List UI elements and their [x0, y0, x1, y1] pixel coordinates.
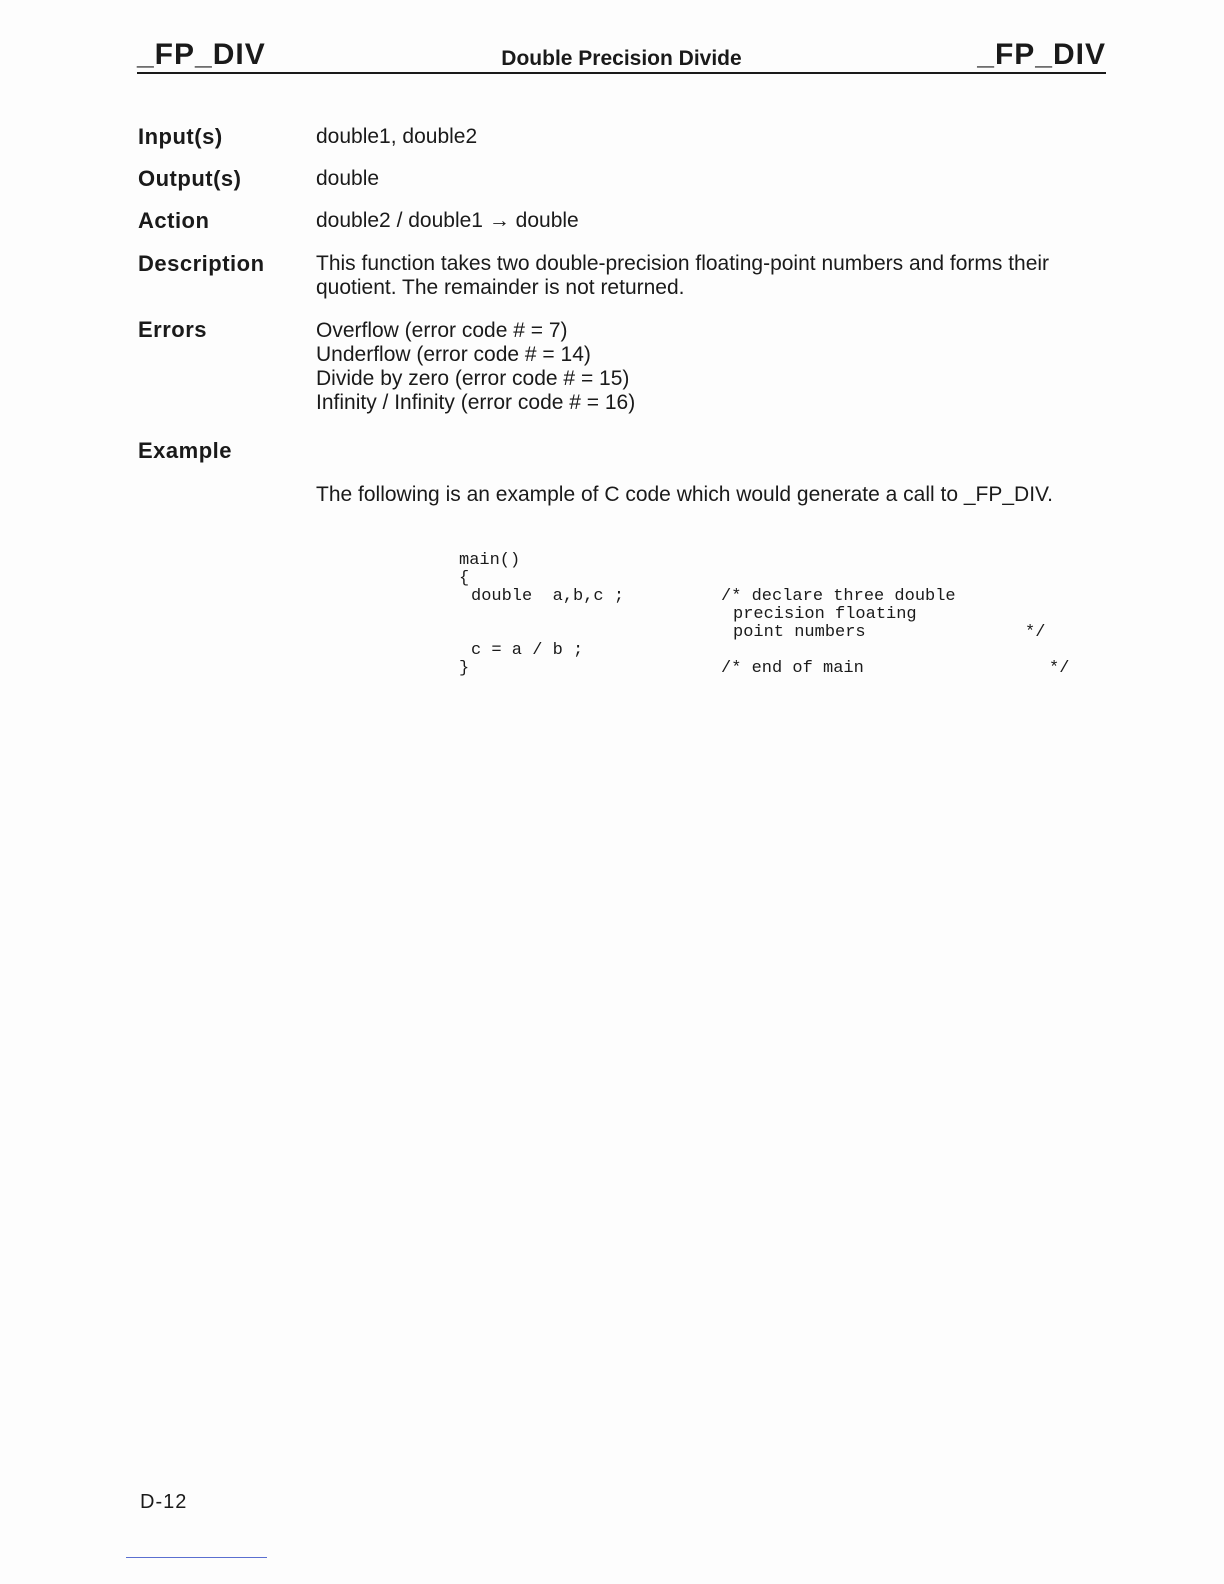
error-item: Infinity / Infinity (error code # = 16) [316, 391, 636, 414]
page-header [137, 38, 1106, 74]
code-close-brace: } [459, 659, 470, 678]
page-number: D-12 [140, 1491, 188, 1513]
code-assignment: c = a / b ; [471, 641, 584, 660]
code-comment: precision floating [733, 605, 917, 624]
error-item: Underflow (error code # = 14) [316, 343, 591, 366]
description-label: Description [138, 251, 265, 276]
code-line [459, 642, 1079, 660]
code-main: main() [459, 551, 521, 570]
errors-label: Errors [138, 317, 208, 342]
description-text: This function takes two double-precision floating-point numbers and forms their quotient. The remainder is not returned. [316, 252, 1050, 299]
inputs-label: Input(s) [138, 124, 223, 149]
code-line [459, 624, 1079, 642]
footer-rule [126, 1557, 267, 1558]
errors-list [316, 319, 635, 415]
example-label: Example [138, 438, 232, 463]
header-right-title: _FP_DIV [977, 38, 1106, 71]
error-item: Overflow (error code # = 7) [316, 319, 568, 342]
code-line [459, 570, 1079, 588]
outputs-label: Output(s) [138, 166, 242, 191]
code-line [459, 606, 1079, 624]
example-text: The following is an example of C code which would generate a call to _FP_DIV. [316, 483, 1053, 506]
code-comment-end: */ [1025, 623, 1046, 642]
header-left-title: _FP_DIV [137, 38, 266, 71]
header-center-title: Double Precision Divide [501, 47, 742, 70]
code-line [459, 660, 1079, 678]
code-comment: /* declare three double [721, 587, 956, 606]
code-declaration: double a,b,c ; [471, 587, 625, 606]
code-comment-end: */ [1049, 659, 1070, 678]
action-label: Action [138, 208, 210, 233]
code-comment: point numbers [733, 623, 866, 642]
inputs-value: double1, double2 [316, 125, 478, 148]
outputs-value: double [316, 167, 380, 190]
action-value: double2 / double1 → double [316, 209, 579, 232]
code-comment: /* end of main [721, 659, 864, 678]
code-line [459, 552, 1079, 570]
code-block [459, 552, 1079, 678]
code-line [459, 588, 1079, 606]
code-open-brace: { [459, 569, 470, 588]
error-item: Divide by zero (error code # = 15) [316, 367, 630, 390]
